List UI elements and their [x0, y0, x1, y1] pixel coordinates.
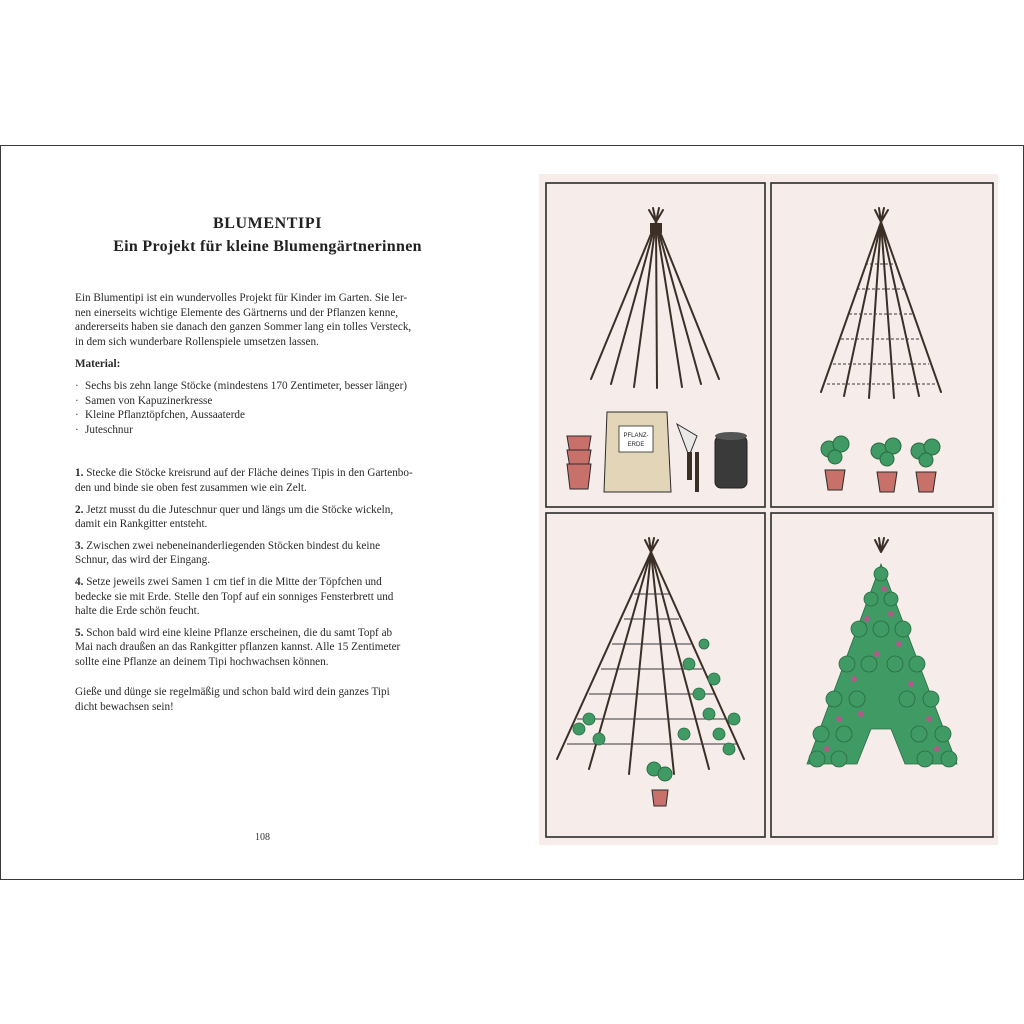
stick [651, 552, 674, 774]
intro-paragraph [75, 291, 460, 349]
bag-label: PFLANZ- [623, 433, 649, 439]
page-title: BLUMENTIPI [212, 215, 323, 232]
step-number: 1. [75, 467, 84, 480]
pot [567, 464, 591, 489]
step-text: sollte eine Pflanze an deinem Tipi hochwachsen können. [75, 655, 329, 668]
seedling-pot [911, 439, 940, 492]
intro-line: nen einerseits wichtige Elemente des Gärtnerns und der Pflanzen kenne, [75, 306, 399, 319]
illustration-svg [539, 174, 998, 845]
instruction-steps [75, 466, 460, 669]
step-3 [75, 539, 460, 568]
step-text: halte die Erde schön feucht. [75, 605, 200, 618]
stick [611, 222, 656, 384]
book-spread [0, 145, 1024, 880]
panel-4-foliage [807, 564, 957, 767]
panel-1-materials [567, 412, 747, 492]
step-4 [75, 575, 460, 619]
stick [557, 552, 651, 759]
twine-spool [715, 432, 747, 488]
step-text: Jetzt musst du die Juteschnur quer und längs um die Stöcke wickeln, [86, 503, 394, 516]
stick-top [645, 538, 658, 552]
material-item: · Samen von Kapuzinerkresse [75, 394, 460, 409]
step-text: Schon bald wird eine kleine Pflanze erscheinen, die du samt Topf ab [86, 626, 393, 639]
stick-top [875, 208, 888, 222]
material-item: · Kleine Pflanztöpfchen, Aussaaterde [75, 408, 460, 423]
panel-2-twine [827, 264, 935, 384]
stick-top [649, 208, 663, 222]
step-text: Zwischen zwei nebeneinanderliegenden Stöcken bindest du keine [86, 539, 381, 552]
soil-bag [604, 412, 671, 492]
step-text: damit ein Rankgitter entsteht. [75, 518, 208, 531]
step-number: 3. [75, 539, 84, 552]
text-page [75, 214, 460, 715]
seedling-pot [871, 438, 901, 492]
step-text: Setze jeweils zwei Samen 1 cm tief in die Mitte der Töpfchen und [86, 575, 382, 588]
step-text: bedecke sie mit Erde. Stelle den Topf auf ein sonniges Fensterbrett und [75, 590, 394, 603]
seedling-pot [821, 436, 849, 490]
step-number: 4. [75, 575, 84, 588]
step-text: Schnur, das wird der Eingang. [75, 554, 211, 567]
stick [656, 222, 657, 388]
panel-2-sticks [821, 208, 941, 398]
closing-line: Gieße und dünge sie regelmäßig und schon bald wird dein ganzes Tipi [75, 686, 390, 699]
material-heading: Material: [75, 358, 121, 371]
closing-line: dicht bewachsen sein! [75, 701, 174, 714]
stick-top [875, 538, 888, 552]
step-1 [75, 466, 460, 495]
material-item: · Sechs bis zehn lange Stöcke (mindestens 170 Zentimeter, besser länger) [75, 379, 460, 394]
intro-line: Ein Blumentipi ist ein wundervolles Projekt für Kinder im Garten. Sie ler- [75, 292, 408, 304]
step-number: 2. [75, 503, 84, 516]
panel-4-tipi [875, 538, 888, 552]
panel-3-plants [573, 639, 740, 755]
material-list [75, 379, 460, 437]
panel-3-potted-plant [647, 762, 672, 806]
pot-stack [567, 436, 591, 489]
panel-1-sticks [591, 208, 719, 388]
stick [629, 552, 651, 774]
material-item: · Juteschnur [75, 423, 460, 438]
bag-label: ERDE [627, 442, 645, 448]
step-5 [75, 626, 460, 670]
step-text: Mai nach draußen an das Rankgitter pflanzen kannst. Alle 15 Zentimeter [75, 641, 401, 654]
page-number: 108 [255, 832, 270, 843]
step-number: 5. [75, 626, 84, 639]
panel-2-seedlings [821, 436, 940, 492]
closing-paragraph [75, 685, 460, 714]
intro-line: in dem sich wunderbare Rollenspiele umsetzen lassen. [75, 335, 319, 348]
stick [656, 222, 719, 379]
trowel [677, 424, 697, 480]
step-text: Stecke die Stöcke kreisrund auf der Fläche deines Tipis in den Gartenbo- [86, 467, 413, 480]
page-subtitle: Ein Projekt für kleine Blumengärtnerinnen [113, 238, 422, 255]
dibber [695, 452, 699, 492]
step-text: den und binde sie oben fest zusammen wie ein Zelt. [75, 481, 307, 494]
stick [881, 222, 941, 392]
binding [651, 224, 661, 232]
step-2 [75, 503, 460, 532]
intro-line: andererseits haben sie danach den ganzen Sommer lang ein tolles Versteck, [75, 321, 412, 334]
tipi-illustration [539, 174, 998, 845]
